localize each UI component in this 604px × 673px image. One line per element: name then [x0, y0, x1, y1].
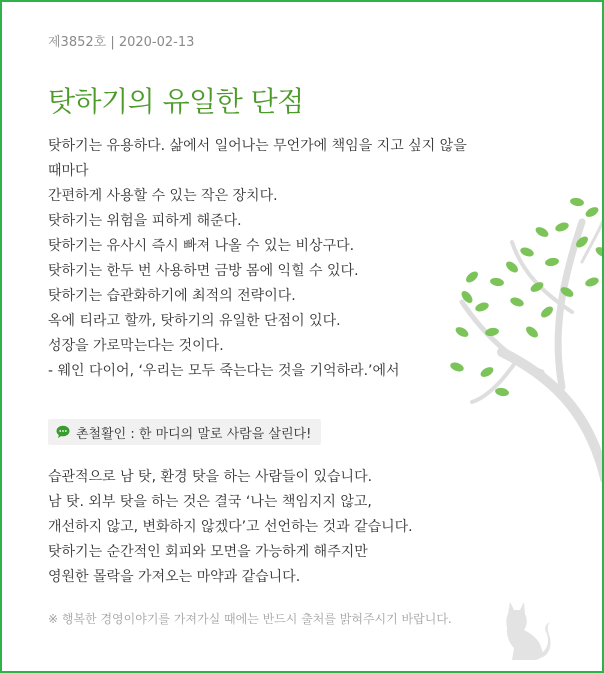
leaf-shape: [584, 276, 600, 288]
quote-source: - 웨인 다이어, ‘우리는 모두 죽는다는 것을 기억하라.’에서: [48, 363, 400, 379]
quote-line: 탓하기는 위험을 피하게 해준다.: [48, 213, 242, 229]
quote-line: 옥에 티라고 할까, 탓하기의 유일한 단점이 있다.: [48, 313, 341, 329]
source-notice: ※ 행복한 경영이야기를 가져가실 때에는 반드시 출처를 밝혀주시기 바랍니다.: [48, 612, 452, 626]
commentary-line: 남 탓. 외부 탓을 하는 것은 결국 ‘나는 책임지지 않고,: [48, 494, 372, 510]
commentary-line: 개선하지 않고, 변화하지 않겠다’고 선언하는 것과 같습니다.: [48, 519, 413, 535]
quote-line: 간편하게 사용할 수 있는 작은 장치다.: [48, 188, 278, 204]
quote-line: 탓하기는 유사시 즉시 빠져 나올 수 있는 비상구다.: [48, 238, 355, 254]
leaf-shape: [509, 296, 525, 308]
leaf-shape: [494, 387, 509, 397]
motto-text: 촌철활인 : 한 마디의 말로 사람을 살린다!: [76, 426, 312, 442]
commentary-line: 영원한 몰락을 가져오는 마약과 같습니다.: [48, 569, 301, 585]
leaf-shape: [584, 205, 600, 219]
motto-badge: [48, 419, 321, 445]
quote-line: 탓하기는 한두 번 사용하면 금방 몸에 익힐 수 있다.: [48, 263, 359, 279]
commentary-block: [48, 465, 518, 590]
leaf-shape: [524, 324, 540, 339]
commentary-line: 습관적으로 남 탓, 환경 탓을 하는 사람들이 있습니다.: [48, 469, 373, 485]
leaf-shape: [594, 245, 604, 259]
quote-block: [48, 134, 508, 384]
page-title: 탓하기의 유일한 단점: [48, 85, 304, 118]
issue-meta: 제3852호 | 2020-02-13: [48, 35, 195, 50]
quote-line: 때마다: [48, 163, 89, 179]
leaf-shape: [539, 304, 555, 319]
leaf-shape: [554, 221, 570, 233]
leaf-shape: [519, 246, 535, 258]
quote-line: 탓하기는 습관화하기에 최적의 전략이다.: [48, 288, 296, 304]
quote-line: 성장을 가로막는다는 것이다.: [48, 338, 224, 354]
cat-silhouette: [494, 592, 554, 662]
leaf-shape: [569, 197, 584, 207]
leaf-shape: [544, 257, 559, 267]
leaf-shape: [534, 225, 550, 239]
commentary-line: 탓하기는 순간적인 회피와 모면을 가능하게 해주지만: [48, 544, 368, 560]
quote-line: 탓하기는 유용하다. 삶에서 일어나는 무언가에 책임을 지고 싶지 않을: [48, 138, 467, 154]
speech-bubble-icon: [56, 425, 70, 439]
